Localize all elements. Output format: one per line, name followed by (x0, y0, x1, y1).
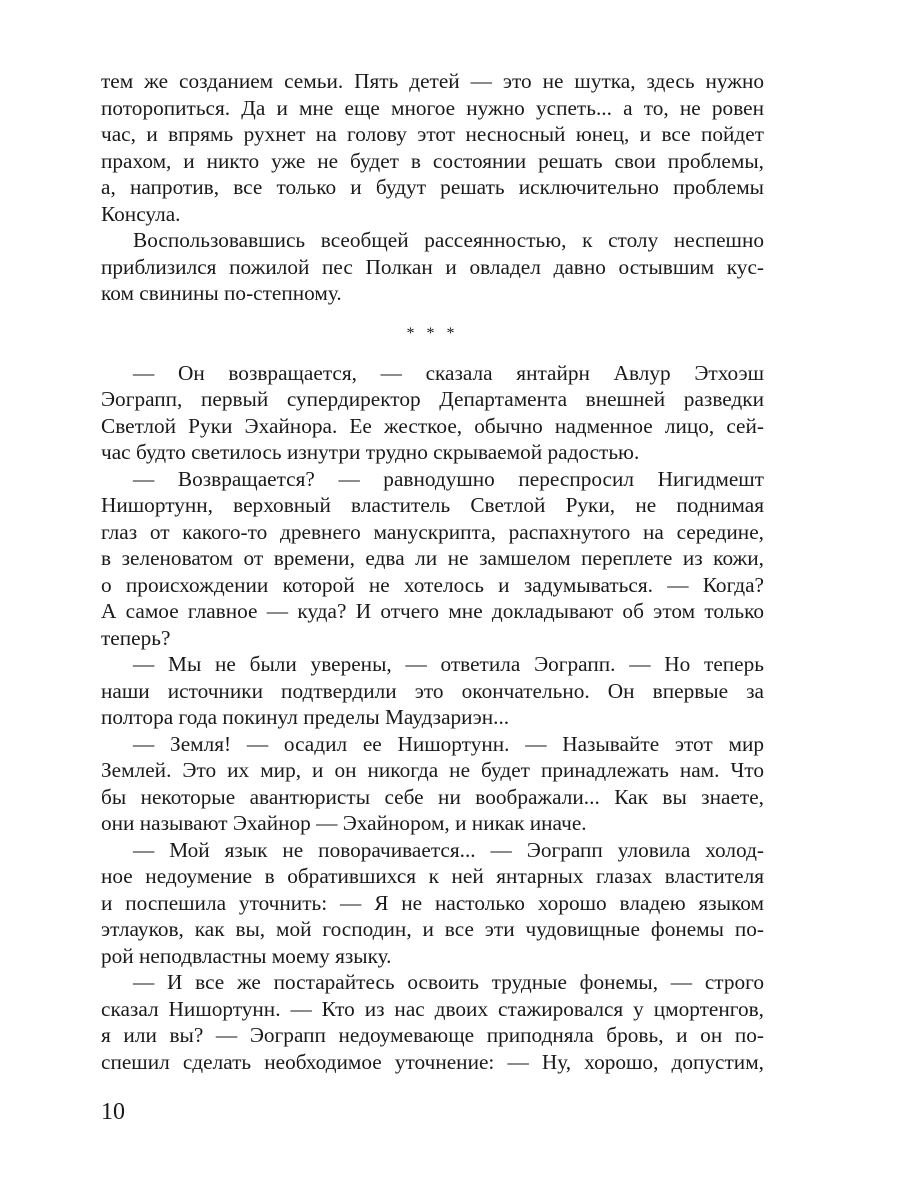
text-line: тем же созданием семьи. Пять детей — это не шутка, здесь нужно (101, 69, 764, 93)
text-line: я или вы? — Эограпп недоумевающе приподняла бровь, и он по- (101, 1023, 764, 1047)
text-line: спешил сделать необходимое уточнение: — Ну, хорошо, допустим, (101, 1049, 764, 1074)
paragraph (101, 68, 764, 227)
text-line: час будто светилось изнутри трудно скрываемой радостью. (101, 440, 640, 464)
text-line: о происхождении которой не хотелось и задумываться. — Когда? (101, 572, 764, 597)
paragraph (101, 360, 764, 466)
text-line: наши источники подтвердили это окончательно. Он впервые за (101, 678, 764, 703)
body-text (101, 68, 764, 1075)
text-line: — Возвращается? — равнодушно переспросил Нигидмешт (133, 466, 764, 491)
text-line: ком свинины по-степному. (101, 281, 342, 305)
text-line: Эограпп, первый супердиректор Департамента внешней разведки (101, 387, 764, 411)
paragraph (101, 837, 764, 970)
text-line: Светлой Руки Эхайнора. Ее жесткое, обычно надменное лицо, сей- (101, 413, 764, 438)
text-line: глаз от какого-то древнего манускрипта, распахнутого на середине, (101, 519, 764, 544)
text-line: А самое главное — куда? И отчего мне докладывают об этом только (101, 599, 764, 623)
section-separator: * * * (406, 324, 459, 342)
text-line: рой неподвластны моему языку. (101, 943, 392, 968)
text-line: — Земля! — осадил ее Нишортунн. — Называйте этот мир (133, 731, 764, 756)
text-line: и поспешила уточнить: — Я не настолько хорошо владею языком (101, 890, 764, 915)
paragraph (101, 651, 764, 731)
text-line: час, и впрямь рухнет на голову этот несносный юнец, и все пойдет (101, 122, 764, 146)
text-line: — И все же постарайтесь освоить трудные фонемы, — строго (133, 970, 764, 994)
text-line: — Он возвращается, — сказала янтайрн Авлур Этхоэш (133, 360, 764, 385)
text-line: бы некоторые авантюристы себе ни воображали... Как вы знаете, (101, 784, 764, 809)
text-line: полтора года покинул пределы Маудзариэн... (101, 705, 510, 729)
text-line: теперь? (101, 625, 171, 650)
text-line: поторопиться. Да и мне еще многое нужно успеть... а то, не ровен (101, 95, 764, 120)
text-line: — Мы не были уверены, — ответила Эограпп. — Но теперь (133, 652, 764, 676)
paragraph (101, 731, 764, 837)
page-number: 10 (101, 1099, 125, 1125)
text-line: Землей. Это их мир, и он никогда не будет принадлежать нам. Что (101, 758, 764, 782)
text-line: Воспользовавшись всеобщей рассеянностью, к столу неспешно (133, 228, 764, 252)
text-line: они называют Эхайнор — Эхайнором, и никак иначе. (101, 811, 587, 835)
paragraph (101, 227, 764, 307)
text-line: ное недоумение в обратившихся к ней янтарных глазах властителя (101, 864, 764, 888)
text-line: сказал Нишортунн. — Кто из нас двоих стажировался у цмортенгов, (101, 996, 764, 1021)
text-line: этлауков, как вы, мой господин, и все эти чудовищные фонемы по- (101, 917, 764, 941)
text-line: Нишортунн, верховный властитель Светлой Руки, не поднимая (101, 493, 764, 517)
text-line: в зеленоватом от времени, едва ли не замшелом переплете из кожи, (101, 546, 764, 570)
text-line: — Мой язык не поворачивается... — Эограпп уловила холод- (133, 837, 764, 862)
text-line: а, напротив, все только и будут решать исключительно проблемы (101, 175, 764, 199)
text-line: прахом, и никто уже не будет в состоянии решать свои проблемы, (101, 148, 764, 173)
text-line: Консула. (101, 201, 181, 226)
text-line: приблизился пожилой пес Полкан и овладел давно остывшим кус- (101, 254, 764, 279)
paragraph (101, 466, 764, 652)
paragraph (101, 969, 764, 1075)
